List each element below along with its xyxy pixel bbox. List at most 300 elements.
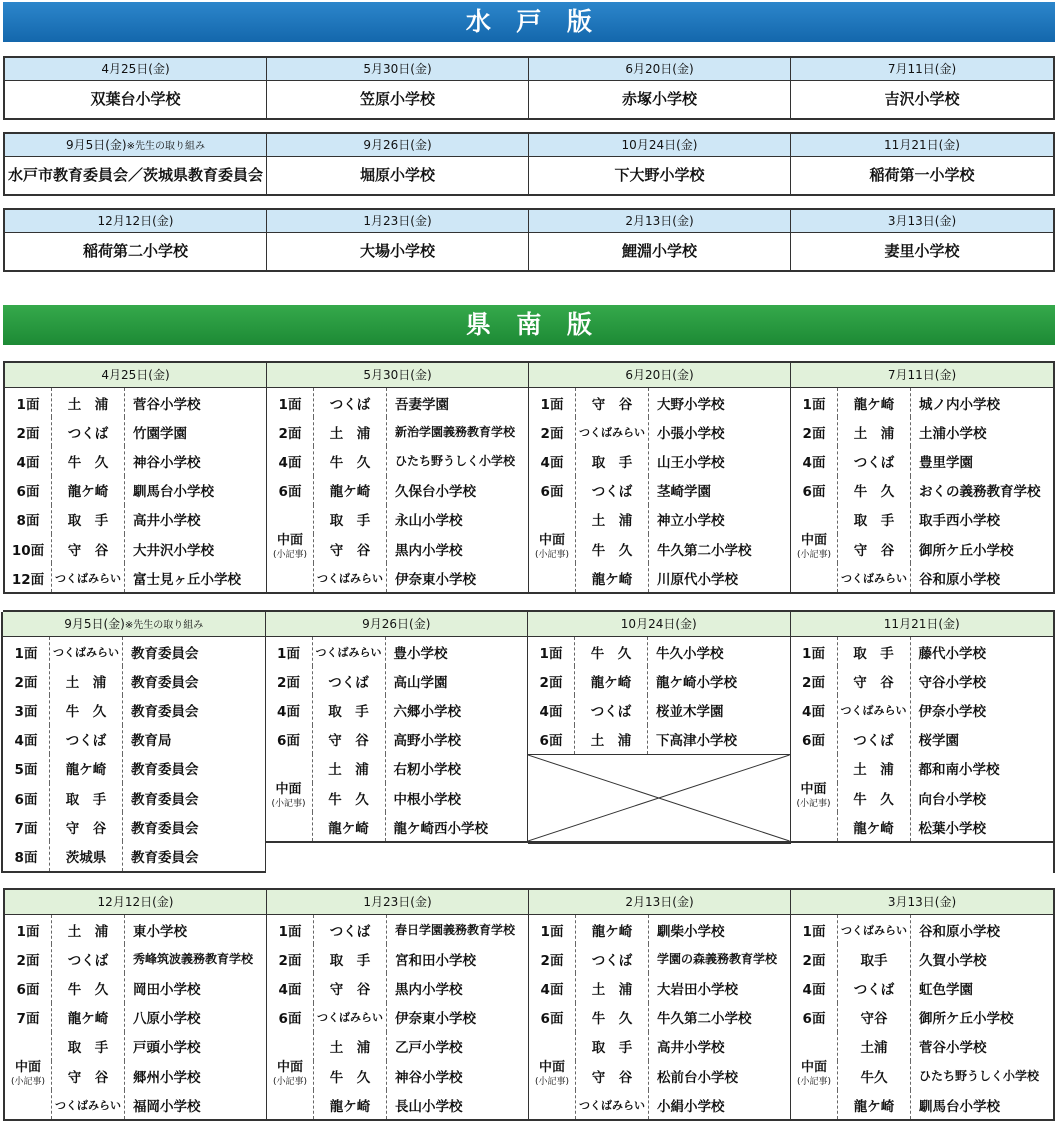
area-name: 土 浦 <box>574 725 648 754</box>
mito-cell <box>791 58 1053 118</box>
school-name: 神谷小学校 <box>133 454 201 471</box>
school-name: 山王小学校 <box>657 454 725 471</box>
page-number: 2面 <box>802 952 826 969</box>
middle-page-subtext: (小記事) <box>271 798 306 809</box>
school-name: 谷和原小学校 <box>919 571 1000 588</box>
issue-date-text: 11月21日(金) <box>884 138 960 152</box>
page-entry-row <box>791 1090 1053 1119</box>
page-entry-row <box>791 446 1053 475</box>
school-name: 宮和田小学校 <box>395 952 476 969</box>
middle-page-subtext: (小記事) <box>796 798 831 809</box>
school-name: 谷和原小学校 <box>919 923 1000 940</box>
middle-page-label <box>791 1061 837 1089</box>
page-entry-row <box>267 973 528 1002</box>
area-name: 守 谷 <box>575 388 649 417</box>
page-entry-row <box>267 417 528 446</box>
mito-schedule-row-2 <box>3 132 1055 196</box>
page-entry-row <box>3 695 265 724</box>
school-name: 御所ケ丘小学校 <box>919 1011 1014 1028</box>
school-name: 桜学園 <box>918 733 959 750</box>
area-name: つくば <box>837 446 911 475</box>
page-entry-row <box>266 754 528 783</box>
page-number: 6面 <box>802 484 826 501</box>
mito-schedule-row-1 <box>3 56 1055 120</box>
school-name: 牛久小学校 <box>656 645 724 662</box>
school-name: 右籾小学校 <box>393 762 461 779</box>
school-name: 牛久第二小学校 <box>657 1011 752 1028</box>
page-number: 1面 <box>278 396 302 413</box>
issue-date-text: 2月13日(金) <box>625 895 694 909</box>
school-name: 堀原小学校 <box>359 166 435 184</box>
school-name: 大岩田小学校 <box>657 981 738 998</box>
school-name: 稲荷第一小学校 <box>869 166 975 184</box>
page-entry-row <box>529 388 790 417</box>
area-name: つくば <box>49 725 123 754</box>
middle-page-label <box>529 1061 575 1089</box>
middle-page-text: 中面 <box>800 532 827 548</box>
area-name: 牛 久 <box>313 1061 387 1090</box>
page-entry-row <box>5 915 266 944</box>
area-name: つくばみらい <box>575 417 649 446</box>
issue-date-text: 1月23日(金) <box>363 214 432 228</box>
page-entry-row <box>791 754 1054 783</box>
page-entry-row <box>791 476 1053 505</box>
school-name: 馴馬台小学校 <box>133 484 214 501</box>
school-name: 馴馬台小学校 <box>919 1098 1000 1115</box>
middle-page-subtext: (小記事) <box>272 549 308 560</box>
page-number: 4面 <box>277 703 300 720</box>
page-number: 6面 <box>540 1011 564 1028</box>
school-name: 桜並木学園 <box>656 703 724 720</box>
school-name: 教育委員会 <box>131 849 199 866</box>
school-name: 鯉淵小学校 <box>621 242 697 260</box>
page-entry-row <box>266 666 528 695</box>
school-name: 小絹小学校 <box>657 1098 725 1115</box>
issue-date <box>791 134 1053 157</box>
area-name: 茨城県 <box>49 841 123 870</box>
page-number: 2面 <box>278 952 302 969</box>
school-name: 牛久第二小学校 <box>657 542 752 559</box>
school-name: 取手西小学校 <box>919 513 1000 530</box>
page-entry-row <box>5 534 266 563</box>
area-name: 土 浦 <box>837 754 911 783</box>
middle-page-subtext: (小記事) <box>534 549 570 560</box>
issue-date <box>5 363 266 388</box>
page-entry-row <box>5 388 266 417</box>
page-entry-row <box>3 725 265 754</box>
page-entry-row <box>5 505 266 534</box>
school-name: 戸頭小学校 <box>133 1040 201 1057</box>
school-name: ひたち野うしく小学校 <box>919 1069 1040 1084</box>
page-entry-row <box>266 695 528 724</box>
kennan-cell <box>529 363 791 592</box>
school-name: 学園の森義務教育学校 <box>657 952 778 967</box>
page-entry-row <box>267 1032 528 1061</box>
area-name: 牛 久 <box>51 973 125 1002</box>
area-name: 龍ケ崎 <box>837 388 911 417</box>
kennan-edition-banner: 県 南 版 <box>3 305 1055 345</box>
area-name: つくば <box>313 915 387 944</box>
issue-date-text: 7月11日(金) <box>887 368 957 382</box>
page-entry-row <box>3 666 265 695</box>
page-entry-row <box>791 812 1054 841</box>
page-entry-row <box>3 841 265 870</box>
school-name: おくの義務教育学校 <box>919 484 1041 501</box>
school-name: 教育委員会 <box>131 645 199 662</box>
school-name: 豊小学校 <box>393 645 448 662</box>
page-number: 2面 <box>14 674 38 691</box>
school-name: 乙戸小学校 <box>395 1040 463 1057</box>
issue-date-text: 3月13日(金) <box>887 214 957 228</box>
school-name: 秀峰筑波義務教育学校 <box>133 952 254 967</box>
page-number: 2面 <box>540 952 564 969</box>
area-name: 守 谷 <box>312 725 386 754</box>
page-entry-row <box>791 505 1053 534</box>
page-entry-row <box>5 1090 266 1119</box>
area-name: 牛 久 <box>574 637 648 666</box>
issue-date <box>5 890 266 915</box>
issue-date-text: 9月5日(金) <box>64 617 125 631</box>
page-number: 2面 <box>802 674 825 691</box>
page-entry-row <box>5 1032 266 1061</box>
area-name: 龍ケ崎 <box>312 812 386 841</box>
school-name: 教育委員会 <box>131 791 199 808</box>
school-name: 教育委員会 <box>131 674 199 691</box>
page-number: 6面 <box>278 484 302 501</box>
area-name: 龍ケ崎 <box>574 666 648 695</box>
area-name: つくば <box>51 417 125 446</box>
page-entry-row <box>791 666 1054 695</box>
school-name: 伊奈東小学校 <box>395 571 476 588</box>
page-entry-row <box>266 637 528 666</box>
issue-date <box>267 58 528 81</box>
issue-date-text: 12月12日(金) <box>97 214 174 228</box>
kennan-cell <box>528 612 791 844</box>
area-name: 龍ケ崎 <box>575 915 649 944</box>
school-name: 八原小学校 <box>133 1011 201 1028</box>
middle-page-label <box>529 534 575 562</box>
page-entry-row <box>267 944 528 973</box>
area-name: つくば <box>575 944 649 973</box>
page-entry-row <box>267 388 528 417</box>
issue-date-text: 11月21日(金) <box>883 617 960 631</box>
issue-date <box>791 890 1053 915</box>
school-name: 久賀小学校 <box>919 952 987 969</box>
issue-date-text: 6月20日(金) <box>625 368 694 382</box>
mito-cell <box>529 58 791 118</box>
page-number: 6面 <box>278 1011 302 1028</box>
school-name: 黒内小学校 <box>395 981 463 998</box>
page-entry-row <box>528 695 790 724</box>
school-name: 大野小学校 <box>657 396 725 413</box>
school-name: 伊奈東小学校 <box>395 1011 476 1028</box>
page-number: 2面 <box>16 952 40 969</box>
page-number: 4面 <box>540 454 564 471</box>
school-name: 松前台小学校 <box>657 1069 738 1086</box>
area-name: つくば <box>837 973 911 1002</box>
area-name: 取手 <box>837 944 911 973</box>
kennan-schedule-block-2 <box>3 610 1055 873</box>
page-entry-row <box>5 944 266 973</box>
page-number: 4面 <box>540 981 564 998</box>
page-number: 6面 <box>14 791 38 808</box>
area-name: 取 手 <box>313 944 387 973</box>
area-name: 龍ケ崎 <box>575 563 649 592</box>
middle-page-text: 中面 <box>275 781 302 797</box>
area-name: つくばみらい <box>312 637 386 666</box>
area-name: 龍ケ崎 <box>837 812 911 841</box>
page-number: 5面 <box>14 762 38 779</box>
issue-date-text: 3月13日(金) <box>887 895 957 909</box>
area-name: つくば <box>313 388 387 417</box>
page-number: 8面 <box>16 513 40 530</box>
middle-page-text: 中面 <box>800 781 827 797</box>
page-entry-row <box>791 725 1054 754</box>
area-name: 取 手 <box>837 505 911 534</box>
kennan-cell <box>529 890 791 1119</box>
page-number: 6面 <box>540 484 564 501</box>
issue-date <box>791 612 1054 637</box>
area-name: 守 谷 <box>51 534 125 563</box>
issue-date <box>267 890 528 915</box>
school-name: 教育委員会 <box>131 762 199 779</box>
area-name: 取 手 <box>313 505 387 534</box>
school-name: 富士見ヶ丘小学校 <box>133 571 241 588</box>
cross-mark <box>528 755 790 841</box>
issue-date <box>529 363 790 388</box>
middle-page-label <box>267 1061 313 1089</box>
page-entry-row <box>3 812 265 841</box>
school-name: 永山小学校 <box>395 513 463 530</box>
issue-date-text: 6月20日(金) <box>625 62 694 76</box>
area-name: 取 手 <box>312 695 386 724</box>
area-name: 土 浦 <box>51 388 125 417</box>
page-entry-row <box>791 944 1053 973</box>
mito-cell <box>791 134 1053 194</box>
page-entry-row <box>791 915 1053 944</box>
page-number: 4面 <box>278 454 302 471</box>
mito-cell <box>5 134 267 194</box>
area-name: 牛 久 <box>313 446 387 475</box>
page-number: 1面 <box>14 645 38 662</box>
middle-page-label <box>266 783 312 811</box>
middle-page-text: 中面 <box>538 532 565 548</box>
page-number: 6面 <box>539 733 563 750</box>
issue-date-text: 9月26日(金) <box>362 617 431 631</box>
page-number: 6面 <box>802 733 825 750</box>
school-name: 久保台小学校 <box>395 484 476 501</box>
area-name: 牛久 <box>837 1061 911 1090</box>
issue-date <box>5 134 266 157</box>
school-name: 高井小学校 <box>657 1040 725 1057</box>
page-entry-row <box>267 1003 528 1032</box>
school-name: 菅谷小学校 <box>133 396 201 413</box>
school-name: 神谷小学校 <box>395 1069 463 1086</box>
middle-page-text: 中面 <box>800 1059 827 1075</box>
school-name: 稲荷第二小学校 <box>82 242 188 260</box>
school-name: 吾妻学園 <box>395 396 449 413</box>
area-name: 牛 久 <box>49 695 123 724</box>
mito-schedule-row-3 <box>3 208 1055 272</box>
kennan-cell <box>791 363 1053 592</box>
area-name: 取 手 <box>49 783 123 812</box>
kennan-schedule-block-1 <box>3 361 1055 594</box>
issue-date <box>5 58 266 81</box>
school-name: 守谷小学校 <box>918 674 986 691</box>
issue-date-text: 7月11日(金) <box>887 62 957 76</box>
school-name: 吉沢小学校 <box>884 90 960 108</box>
area-name: 土 浦 <box>51 915 125 944</box>
school-name: 茎崎学園 <box>657 484 711 501</box>
area-name: 土 浦 <box>49 666 123 695</box>
page-entry-row <box>3 637 265 666</box>
mito-cell <box>529 134 791 194</box>
school-name: 小張小学校 <box>657 425 725 442</box>
page-number: 12面 <box>11 571 45 588</box>
kennan-cell <box>1 612 266 873</box>
issue-date-text: 5月30日(金) <box>363 62 432 76</box>
school-name: 福岡小学校 <box>133 1098 201 1115</box>
kennan-cell <box>5 363 267 592</box>
area-name: 守 谷 <box>313 534 387 563</box>
school-name: 教育委員会 <box>131 703 199 720</box>
middle-page-subtext: (小記事) <box>272 1076 308 1087</box>
page-number: 4面 <box>14 733 38 750</box>
page-number: 1面 <box>16 396 40 413</box>
school-name: 御所ケ丘小学校 <box>919 542 1014 559</box>
area-name: 土浦 <box>837 1032 911 1061</box>
area-name: つくばみらい <box>837 915 911 944</box>
school-name: 中根小学校 <box>393 791 461 808</box>
page-entry-row <box>5 1003 266 1032</box>
page-number: 6面 <box>16 484 40 501</box>
school-name: 川原代小学校 <box>657 571 738 588</box>
middle-page-text: 中面 <box>538 1059 565 1075</box>
mito-cell <box>267 58 529 118</box>
page-number: 4面 <box>278 981 302 998</box>
page-entry-row <box>528 637 790 666</box>
area-name: 龍ケ崎 <box>51 1003 125 1032</box>
area-name: 龍ケ崎 <box>837 1090 911 1119</box>
page-entry-row <box>791 973 1053 1002</box>
page-number: 2面 <box>540 425 564 442</box>
area-name: つくばみらい <box>837 695 911 724</box>
empty-slot-cross <box>528 754 790 842</box>
kennan-cell <box>267 363 529 592</box>
issue-date-text: 9月5日(金) <box>65 138 127 152</box>
page-entry-row <box>529 1032 790 1061</box>
page-number: 3面 <box>14 703 38 720</box>
school-name: 黒内小学校 <box>395 542 463 559</box>
issue-date <box>266 612 528 637</box>
school-name: 松葉小学校 <box>918 820 986 837</box>
page-number: 4面 <box>802 454 826 471</box>
page-entry-row <box>266 725 528 754</box>
page-number: 2面 <box>277 674 300 691</box>
page-entry-row <box>528 666 790 695</box>
area-name: 牛 久 <box>312 783 386 812</box>
school-name: 岡田小学校 <box>133 981 201 998</box>
page-number: 1面 <box>802 923 826 940</box>
issue-date <box>3 612 265 637</box>
page-entry-row <box>791 1032 1053 1061</box>
area-name: つくば <box>575 476 649 505</box>
kennan-cell <box>791 612 1054 843</box>
school-name: ひたち野うしく小学校 <box>395 454 516 469</box>
area-name: つくばみらい <box>313 563 387 592</box>
page-entry-row <box>791 637 1054 666</box>
mito-cell <box>5 58 267 118</box>
page-number: 1面 <box>16 923 40 940</box>
kennan-cell <box>5 890 267 1119</box>
school-name: 龍ケ崎西小学校 <box>393 820 488 837</box>
middle-page-label <box>791 534 837 562</box>
issue-date-text: 9月26日(金) <box>363 138 432 152</box>
page-number: 8面 <box>14 849 38 866</box>
area-name: 取 手 <box>51 1032 125 1061</box>
area-name: 土 浦 <box>312 754 386 783</box>
page-number: 4面 <box>539 703 563 720</box>
school-name: 高山学園 <box>393 674 448 691</box>
school-name: 伊奈小学校 <box>918 703 986 720</box>
page-entry-row <box>529 446 790 475</box>
kennan-cell <box>267 890 529 1119</box>
school-name: 東小学校 <box>133 923 187 940</box>
area-name: 守 谷 <box>837 534 911 563</box>
mito-edition-banner: 水 戸 版 <box>3 2 1055 42</box>
school-name: 赤塚小学校 <box>621 90 697 108</box>
area-name: 土 浦 <box>575 505 649 534</box>
middle-page-subtext: (小記事) <box>796 1076 832 1087</box>
middle-page-subtext: (小記事) <box>10 1076 46 1087</box>
page-entry-row <box>529 915 790 944</box>
school-name: 都和南小学校 <box>918 762 1000 779</box>
page-entry-row <box>3 783 265 812</box>
middle-page-text: 中面 <box>14 1059 41 1075</box>
page-entry-row <box>5 446 266 475</box>
page-number: 1面 <box>802 645 825 662</box>
page-entry-row <box>529 563 790 592</box>
area-name: 牛 久 <box>575 534 649 563</box>
page-number: 1面 <box>278 923 302 940</box>
middle-page-label <box>5 1061 51 1089</box>
page-number: 1面 <box>277 645 300 662</box>
page-entry-row <box>791 1003 1053 1032</box>
page-number: 7面 <box>14 820 38 837</box>
school-name: 豊里学園 <box>919 454 973 471</box>
page-entry-row <box>3 754 265 783</box>
page-entry-row <box>791 417 1053 446</box>
school-name: 笠原小学校 <box>359 90 435 108</box>
page-entry-row <box>529 476 790 505</box>
page-entry-row <box>267 915 528 944</box>
school-name: 下大野小学校 <box>614 166 705 184</box>
page-number: 6面 <box>16 981 40 998</box>
page-number: 2面 <box>278 425 302 442</box>
school-name: 六郷小学校 <box>393 703 461 720</box>
school-name: 高野小学校 <box>393 733 461 750</box>
page-entry-row <box>267 563 528 592</box>
area-name: 龍ケ崎 <box>51 476 125 505</box>
mito-cell <box>267 210 529 270</box>
school-name: 高井小学校 <box>133 513 201 530</box>
area-name: つくばみらい <box>313 1003 387 1032</box>
area-name: 土 浦 <box>575 973 649 1002</box>
area-name: 牛 久 <box>51 446 125 475</box>
area-name: 土 浦 <box>837 417 911 446</box>
area-name: つくば <box>837 725 911 754</box>
issue-date <box>791 210 1053 233</box>
